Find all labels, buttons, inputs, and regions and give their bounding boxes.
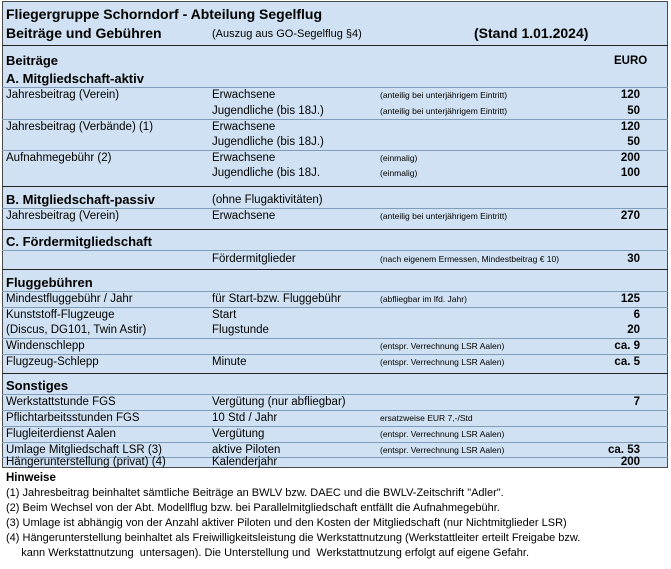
- col-header-beitraege: Beiträge: [6, 53, 59, 68]
- divider: [2, 186, 668, 187]
- row-label: Kunststoff-Flugzeuge: [6, 309, 115, 321]
- row-note: (entspr. Verrechnung LSR Aalen): [380, 429, 505, 439]
- table-row: [2, 209, 668, 224]
- row-label: Mindestfluggebühr / Jahr: [6, 293, 133, 305]
- section-passiv: B. Mitgliedschaft-passiv: [6, 192, 155, 207]
- table-row: [2, 104, 668, 119]
- table-row: [2, 411, 668, 426]
- divider: [2, 269, 668, 270]
- row-label: Umlage Mitgliedschaft LSR (3): [6, 444, 162, 456]
- row-desc: Fördermitglieder: [212, 253, 296, 265]
- table-row: [2, 135, 668, 150]
- row-note: (anteilig bei unterjährigem Eintritt): [380, 106, 508, 116]
- row-note: ersatzweise EUR 7,-/Std: [380, 413, 473, 423]
- row-label: Jahresbeitrag (Verein): [6, 89, 120, 101]
- row-label: Werkstattstunde FGS: [6, 396, 116, 408]
- row-desc: für Start-bzw. Fluggebühr: [212, 293, 342, 305]
- table-row: [2, 395, 668, 410]
- divider: [2, 229, 668, 230]
- row-desc: Start: [212, 309, 237, 321]
- row-label: Windenschlepp: [6, 340, 85, 352]
- table-row: [2, 252, 668, 267]
- row-note: (entspr. Verrechnung LSR Aalen): [380, 357, 505, 367]
- hinweis-line: (4) Hängerunterstellung beinhaltet als Freiwilligkeitsleistung die Werkstattnutzung (Werkstattleiter erteilt Freigabe bzw.: [6, 532, 581, 544]
- divider: [2, 373, 668, 374]
- row-value: 100: [620, 167, 640, 179]
- row-label: Pflichtarbeitsstunden FGS: [6, 412, 140, 424]
- row-label: Jahresbeitrag (Verein): [6, 210, 120, 222]
- table-row: [2, 427, 668, 442]
- section-sonst: Sonstiges: [6, 378, 69, 393]
- row-desc: Vergütung (nur abfliegbar): [212, 396, 346, 408]
- row-label: Hängerunterstellung (privat) (4): [6, 456, 166, 468]
- row-note: (abfliegbar im lfd. Jahr): [380, 294, 467, 304]
- row-note: (anteilig bei unterjährigem Eintritt): [380, 90, 508, 100]
- row-value: 50: [627, 136, 640, 148]
- table-row: [2, 355, 668, 370]
- row-value: 125: [620, 293, 640, 305]
- row-value: 270: [620, 210, 640, 222]
- row-desc: Erwachsene: [212, 121, 276, 133]
- row-value: 120: [620, 89, 640, 101]
- section-foerder: C. Fördermitgliedschaft: [6, 234, 152, 249]
- row-label: Aufnahmegebühr (2): [6, 152, 112, 164]
- table-row: [2, 308, 668, 323]
- row-value: 200: [620, 152, 640, 164]
- row-label: Flugzeug-Schlepp: [6, 356, 99, 368]
- section-flug: Fluggebühren: [6, 275, 93, 290]
- row-desc: aktive Piloten: [212, 444, 281, 456]
- row-note: (entspr. Verrechnung LSR Aalen): [380, 341, 505, 351]
- row-value: ca. 53: [608, 444, 640, 456]
- hinweis-line: (3) Umlage ist abhängig von der Anzahl aktiver Piloten und den Kosten der Mitgliedschaft (nur Nichtmitglieder LSR): [6, 517, 567, 529]
- row-value: 120: [620, 121, 640, 133]
- row-desc: Kalenderjahr: [212, 456, 278, 468]
- table-row: [2, 455, 668, 470]
- table-row: [2, 292, 668, 307]
- hinweise-title: Hinweise: [6, 472, 56, 484]
- row-desc: Jugendliche (bis 18J.): [212, 136, 324, 148]
- fee-sheet: [2, 1, 668, 568]
- excerpt-note: (Auszug aus GO-Segelflug §4): [212, 28, 362, 40]
- row-value: 7: [633, 396, 640, 408]
- row-value: 6: [633, 309, 640, 321]
- row-desc: Flugstunde: [212, 324, 269, 336]
- row-label: Jahresbeitrag (Verbände) (1): [6, 121, 154, 133]
- row-note: (anteilig bei unterjährigem Eintritt): [380, 211, 508, 221]
- divider: [2, 250, 668, 251]
- table-row: [2, 339, 668, 354]
- passiv-note: (ohne Flugaktivitäten): [212, 194, 323, 206]
- table-row: [2, 151, 668, 166]
- table-row: [2, 166, 668, 181]
- row-desc: Jugendliche (bis 18J.: [212, 167, 321, 179]
- table-row: [2, 120, 668, 135]
- org-title: Fliegergruppe Schorndorf - Abteilung Segelflug: [6, 6, 323, 22]
- row-desc: Jugendliche (bis 18J.): [212, 105, 324, 117]
- hinweis-line: (1) Jahresbeitrag beinhaltet sämtliche Beiträge an BWLV bzw. DAEC und die BWLV-Zeitschrift "Adler".: [6, 487, 504, 499]
- col-header-euro: EURO: [614, 55, 648, 67]
- section-aktiv: A. Mitgliedschaft-aktiv: [6, 71, 144, 86]
- table-row: [2, 88, 668, 103]
- divider: [2, 45, 668, 46]
- hinweis-line: (2) Beim Wechsel von der Abt. Modellflug bzw. bei Parallelmitgliedschaft entfällt die Aufnahmegebühr.: [6, 502, 500, 514]
- row-note: (entspr. Verrechnung LSR Aalen): [380, 445, 505, 455]
- row-value: 50: [627, 105, 640, 117]
- row-desc: Minute: [212, 356, 247, 368]
- row-value: 20: [627, 324, 640, 336]
- table-row: [2, 323, 668, 338]
- subtitle: Beiträge und Gebühren: [6, 25, 162, 41]
- row-value: 30: [627, 253, 640, 265]
- row-desc: Vergütung: [212, 428, 265, 440]
- row-label: (Discus, DG101, Twin Astir): [6, 324, 147, 336]
- hinweis-line: kann Werkstattnutzung untersagen). Die Unterstellung und Werkstattnutzung erfolgt auf eigene Gefahr.: [6, 547, 530, 559]
- row-value: ca. 9: [614, 340, 640, 352]
- row-note: (einmalig): [380, 168, 418, 178]
- row-value: ca. 5: [614, 356, 640, 368]
- row-note: (nach eigenem Ermessen, Mindestbeitrag € 10): [380, 254, 560, 264]
- row-note: (einmalig): [380, 153, 418, 163]
- row-desc: Erwachsene: [212, 210, 276, 222]
- row-value: 200: [620, 456, 640, 468]
- row-desc: Erwachsene: [212, 152, 276, 164]
- row-label: Flugleiterdienst Aalen: [6, 428, 116, 440]
- row-desc: Erwachsene: [212, 89, 276, 101]
- row-desc: 10 Std / Jahr: [212, 412, 278, 424]
- stand-date: (Stand 1.01.2024): [474, 25, 589, 41]
